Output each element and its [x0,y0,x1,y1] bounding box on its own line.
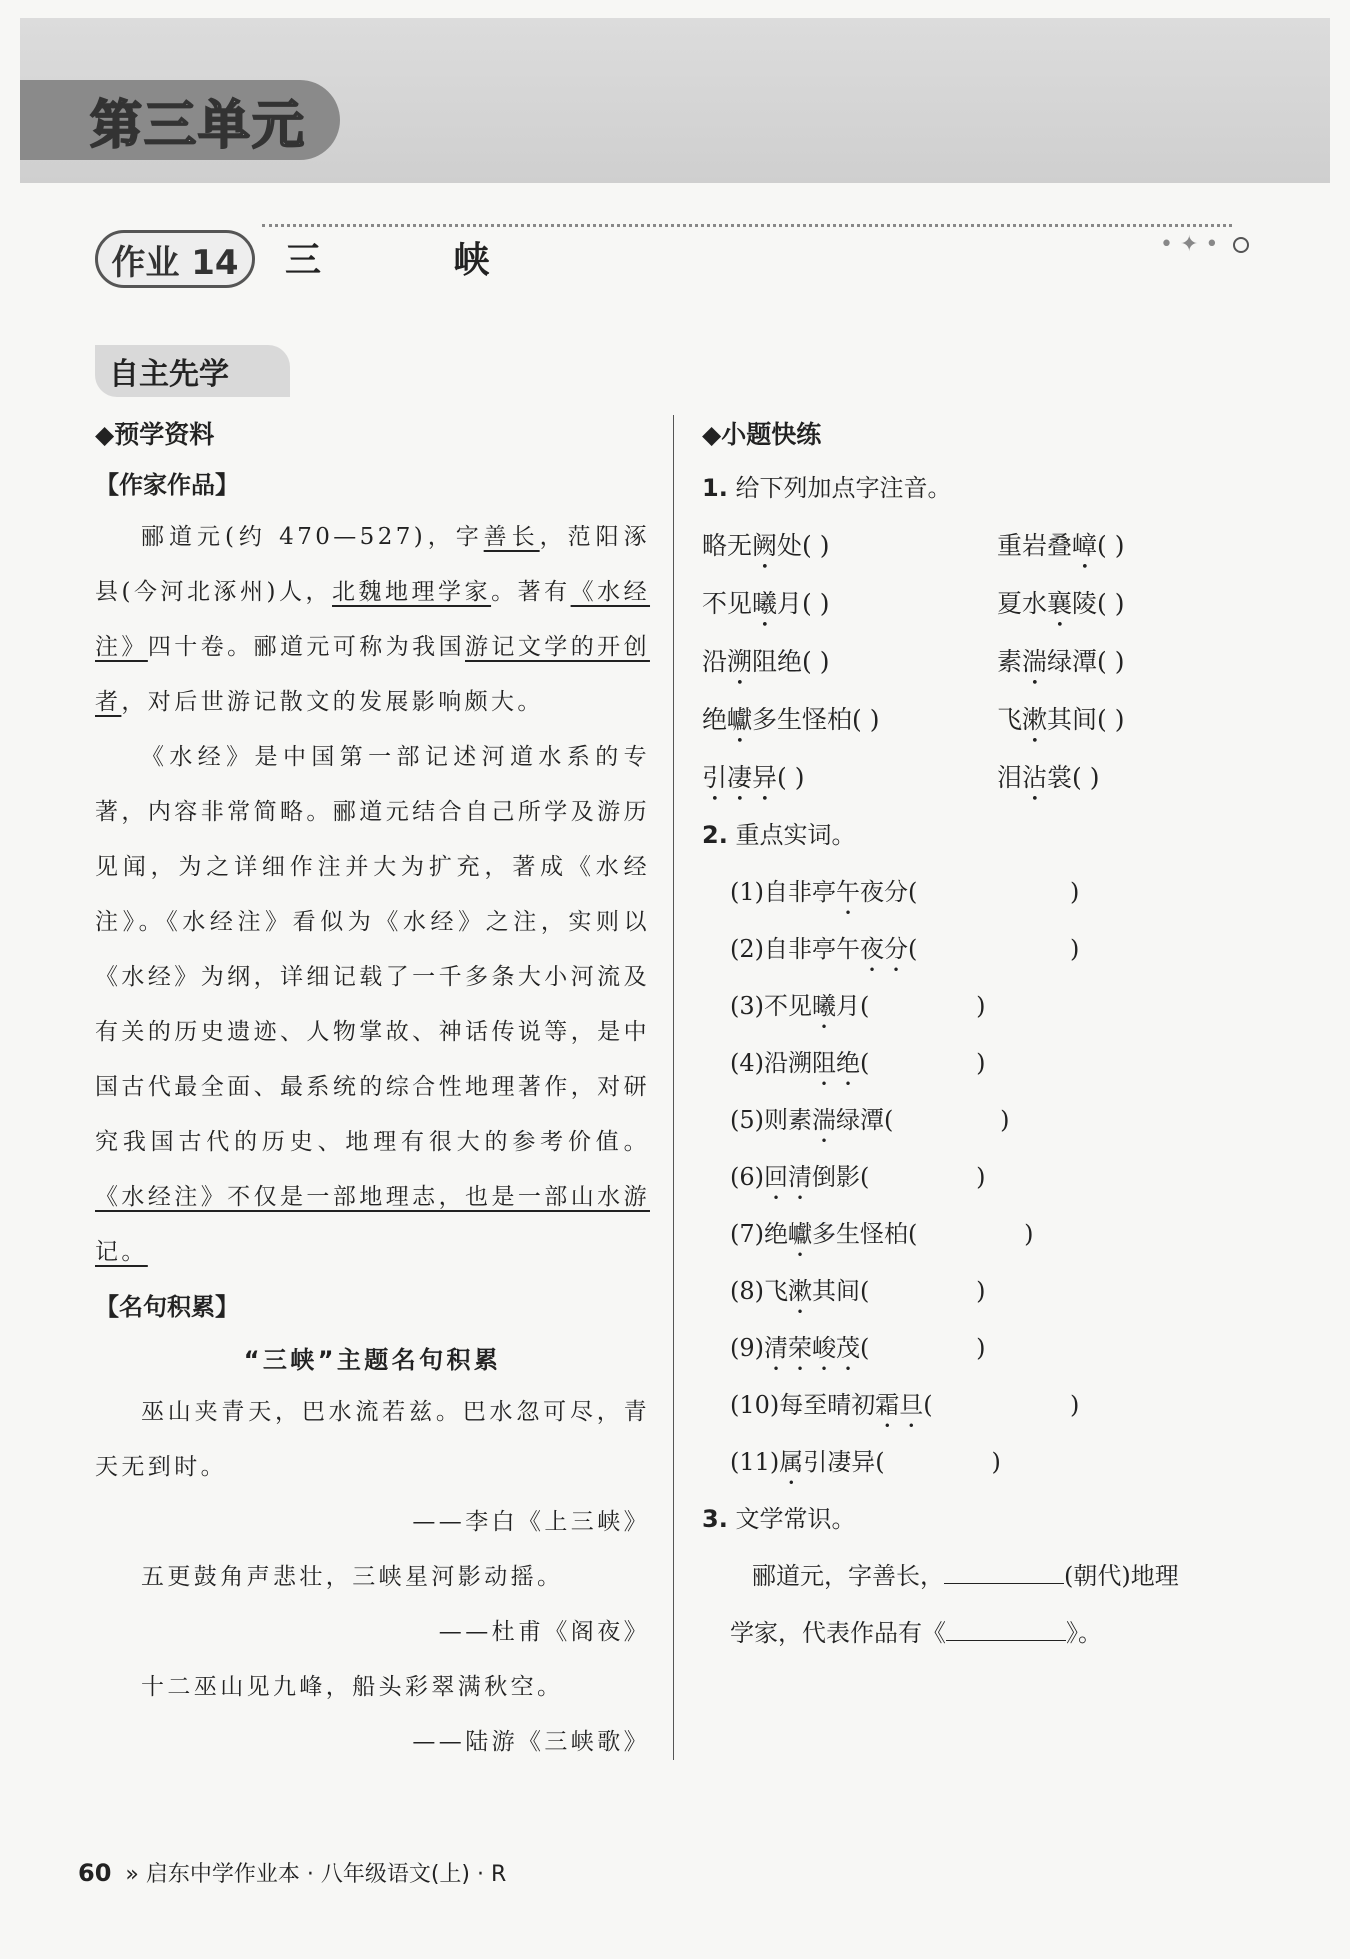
left-column [95,410,650,1770]
q1-item-10[interactable]: 泪沾裳( ) [997,763,1100,792]
title-dotted-line [262,224,1232,227]
quote-1-source: ——李白《上三峡》 [412,1509,650,1535]
q2-item-9[interactable]: (9)清荣峻茂( ) [730,1334,986,1362]
q1-items [702,517,1262,807]
q2-item-11[interactable]: (11)属引凄异( ) [730,1448,1001,1476]
page-footer [78,1857,506,1888]
author-paragraph-1: 郦道元(约 470—527)，字善长，范阳涿县(今河北涿州)人，北魏地理学家。著有《水经注》四十卷。郦道元可称为我国游记文学的开创者，对后世游记散文的发展影响颇大。 [95,524,651,715]
q3-line-2: 学家，代表作品有《 》。 [730,1619,1102,1647]
sparkle-icon: • ✦ • [1160,232,1219,257]
q1-item-7[interactable]: 绝巘多生怪柏( ) [702,705,880,734]
column-divider [673,415,674,1760]
q1-item-4[interactable]: 夏水襄陵( ) [997,589,1125,618]
practice-heading: ◆小题快练 [702,420,822,449]
q3-line-1: 郦道元，字善长， (朝代)地理 [752,1562,1179,1590]
q2-item-1[interactable]: (1)自非亭午夜分( ) [730,878,1080,906]
q2-item-10[interactable]: (10)每至晴初霜旦( ) [730,1391,1080,1419]
section-tag: 自主先学 [95,345,290,397]
quote-2-source: ——杜甫《阁夜》 [438,1619,650,1645]
q2-item-7[interactable]: (7)绝巘多生怪柏( ) [730,1220,1034,1248]
ring-icon [1233,237,1249,253]
question-1: 1. 给下列加点字注音。 [702,474,952,502]
unit-tab [20,80,340,160]
page-number: 60 [78,1859,112,1887]
work-blank[interactable] [946,1640,1066,1641]
q2-item-2[interactable]: (2)自非亭午夜分( ) [730,935,1080,963]
right-column [702,410,1262,1662]
q2-item-5[interactable]: (5)则素湍绿潭( ) [730,1106,1010,1134]
homework-badge: 作业 14 [95,230,255,288]
quote-2: 五更鼓角声悲壮，三峡星河影动摇。 [141,1564,564,1590]
q1-item-5[interactable]: 沿溯阻绝( ) [702,647,830,676]
q2-item-6[interactable]: (6)回清倒影( ) [730,1163,986,1191]
q2-item-3[interactable]: (3)不见曦月( ) [730,992,986,1020]
preview-heading: ◆预学资料 [95,420,215,449]
quote-label: 【名句积累】 [95,1293,239,1321]
q2-item-8[interactable]: (8)飞漱其间( ) [730,1277,986,1305]
q1-item-9[interactable]: 引凄异( ) [702,763,805,792]
author-paragraph-2: 《水经》是中国第一部记述河道水系的专著，内容非常简略。郦道元结合自己所学及游历见闻，为之详细作注并大为扩充，著成《水经注》。《水经注》看似为《水经》之注，实则以《水经》为纲，详细记载了一千多条大小河流及有关的历史遗迹、人物掌故、神话传说等，是中国古代最全面、最系统的综合性地理著作，对研究我国古代的历史、地理有很大的参考价值。《水经注》不仅是一部地理志，也是一部山水游记。 [95,744,650,1265]
homework-title: 三 峡 [285,240,550,281]
quote-3-source: ——陆游《三峡歌》 [412,1729,650,1755]
q1-item-1[interactable]: 略无阙处( ) [702,531,830,560]
question-3: 3. 文学常识。 [702,1505,856,1533]
question-2: 2. 重点实词。 [702,821,856,849]
q1-item-3[interactable]: 不见曦月( ) [702,589,830,618]
q2-item-4[interactable]: (4)沿溯阻绝( ) [730,1049,986,1077]
q1-item-6[interactable]: 素湍绿潭( ) [997,647,1125,676]
q1-item-2[interactable]: 重岩叠嶂( ) [997,531,1125,560]
quote-3: 十二巫山见九峰，船头彩翠满秋空。 [141,1674,564,1700]
dynasty-blank[interactable] [944,1583,1064,1584]
quote-1: 巫山夹青天，巴水流若兹。巴水忽可尽，青天无到时。 [95,1399,650,1480]
author-label: 【作家作品】 [95,471,239,499]
quote-title: “三峡”主题名句积累 [243,1346,502,1374]
q1-item-8[interactable]: 飞漱其间( ) [997,705,1125,734]
footer-text: » 启东中学作业本 · 八年级语文(上) · R [125,1862,507,1887]
unit-title: 第三单元 [90,95,307,156]
